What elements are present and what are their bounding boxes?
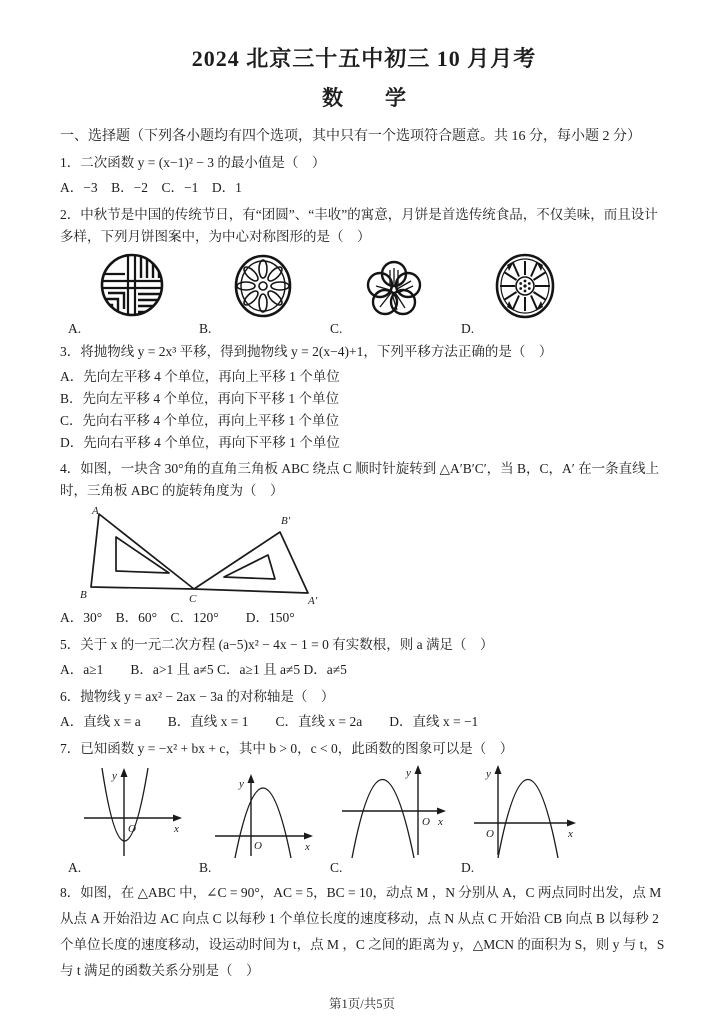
vertex-b-label: B [80, 589, 87, 601]
question-3-option-a: A．先向左平移 4 个单位，再向上平移 1 个单位 [60, 369, 340, 384]
vertex-a-prime-label: A′ [308, 595, 318, 605]
question-5-options: A．a≥1 B．a>1 且 a≠5 C．a≥1 且 a≠5 D．a≠5 [60, 662, 347, 677]
question-5-stem: 5．关于 x 的一元二次方程 (a−5)x² − 4x − 1 = 0 有实数根，则 a 满足（ ） [60, 637, 494, 652]
vertex-b-prime-label: B′ [281, 515, 291, 527]
mooncake-woven-cross-pattern-icon [98, 251, 166, 319]
rotated-triangles-figure [72, 505, 324, 605]
question-2-choice-a-label: A. [68, 321, 82, 336]
question-3-option-d: D．先向右平移 4 个单位，再向下平移 1 个单位 [60, 435, 340, 450]
question-2-stem: 2．中秋节是中国的传统节日，有“团圆”、“丰收”的寓意，月饼是首选传统食品，不仅美味，而且设计多样，下列月饼图案中，为中心对称图形的是（ ） [60, 207, 658, 244]
y-axis-label: y [485, 768, 491, 780]
question-3-option-b: B．先向左平移 4 个单位，再向下平移 1 个单位 [60, 391, 340, 406]
question-2-choice-b [197, 253, 328, 337]
question-7-choice-d [459, 763, 590, 876]
parabola-graph-a [76, 766, 188, 858]
origin-label: O [253, 840, 262, 852]
mooncake-spoke-wheel-pattern-icon [494, 253, 556, 319]
question-7-choice-c [328, 763, 459, 876]
question-2-choice-a [66, 251, 197, 337]
origin-label: O [421, 816, 430, 828]
question-8-stem: 8．如图，在 △ABC 中，∠C = 90°，AC = 5，BC = 10，动点 M ，N 分别从 A，C 两点同时出发，点 M 从点 A 开始沿边 AC 向点 C 以每秒 1 个单位长度的速度移动，点 N 从点 C 开始沿 CB 向点 B 以每秒 2 个单位长度的速度移动，设运动时间为 t，点 M ，C 之间的距离为 y，△MCN 的面积为 S，则 y 与 t，S 与 t 满足的函数关系分别是（ ） [60, 885, 668, 978]
question-4-figure [72, 505, 668, 605]
question-7-choice-b [197, 770, 328, 876]
mooncake-plum-blossom-pattern-icon [366, 259, 422, 319]
parabola-graph-c [338, 763, 450, 858]
origin-label: O [127, 823, 136, 835]
section-1-heading: 一、选择题（下列各小题均有四个选项，其中只有一个选项符合题意。共 16 分，每小题 2 分） [60, 129, 641, 144]
question-1-stem: 1．二次函数 y = (x−1)² − 3 的最小值是（ ） [60, 155, 326, 170]
question-7-choice-b-label: B. [199, 860, 212, 875]
page-number-indicator: 第1页/共5页 [329, 997, 395, 1011]
subject-title: 数 学 [322, 86, 406, 110]
y-axis-label: y [238, 778, 244, 790]
question-7-figure-row [66, 763, 668, 876]
vertex-a-label: A [92, 505, 99, 517]
question-1-options: A．−3 B．−2 C．−1 D．1 [60, 180, 242, 195]
x-axis-label: x [437, 816, 443, 828]
question-2-choice-d-label: D. [461, 321, 475, 336]
parabola-graph-d [470, 763, 580, 858]
y-axis-label: y [405, 767, 411, 779]
question-2-choice-b-label: B. [199, 321, 212, 336]
vertex-c-label: C [189, 593, 197, 605]
question-2-choice-c [328, 259, 459, 337]
question-7-choice-d-label: D. [461, 860, 475, 875]
question-7-choice-a-label: A. [68, 860, 82, 875]
question-3-option-c: C．先向右平移 4 个单位，再向上平移 1 个单位 [60, 413, 340, 428]
y-axis-label: y [111, 770, 117, 782]
question-4-stem: 4．如图，一块含 30°角的直角三角板 ABC 绕点 C 顺时针旋转到 △A′B′C′，当 B，C，A′ 在一条直线上时，三角板 ABC 的旋转角度为（ ） [60, 461, 660, 498]
question-2-choice-c-label: C. [330, 321, 343, 336]
x-axis-label: x [567, 828, 573, 840]
question-7-stem: 7．已知函数 y = −x² + bx + c，其中 b > 0，c < 0，此函数的图象可以是（ ） [60, 741, 514, 756]
question-3-stem: 3．将抛物线 y = 2x³ 平移，得到抛物线 y = 2(x−4)+1，下列平移方法正确的是（ ） [60, 344, 553, 359]
question-6-stem: 6．抛物线 y = ax² − 2ax − 3a 的对称轴是（ ） [60, 689, 335, 704]
question-6-options: A．直线 x = a B．直线 x = 1 C．直线 x = 2a D．直线 x = −1 [60, 714, 479, 729]
mooncake-flower-ellipse-pattern-icon [233, 253, 293, 319]
question-2-choice-d [459, 253, 590, 337]
question-4-options: A．30° B．60° C．120° D．150° [60, 610, 295, 625]
x-axis-label: x [173, 823, 179, 835]
parabola-graph-b [209, 770, 317, 858]
question-7-choice-c-label: C. [330, 860, 343, 875]
page-title: 2024 北京三十五中初三 10 月月考 [191, 46, 537, 71]
question-7-choice-a [66, 766, 197, 876]
question-2-figure-row [66, 251, 668, 337]
x-axis-label: x [304, 841, 310, 853]
origin-label: O [485, 828, 494, 840]
